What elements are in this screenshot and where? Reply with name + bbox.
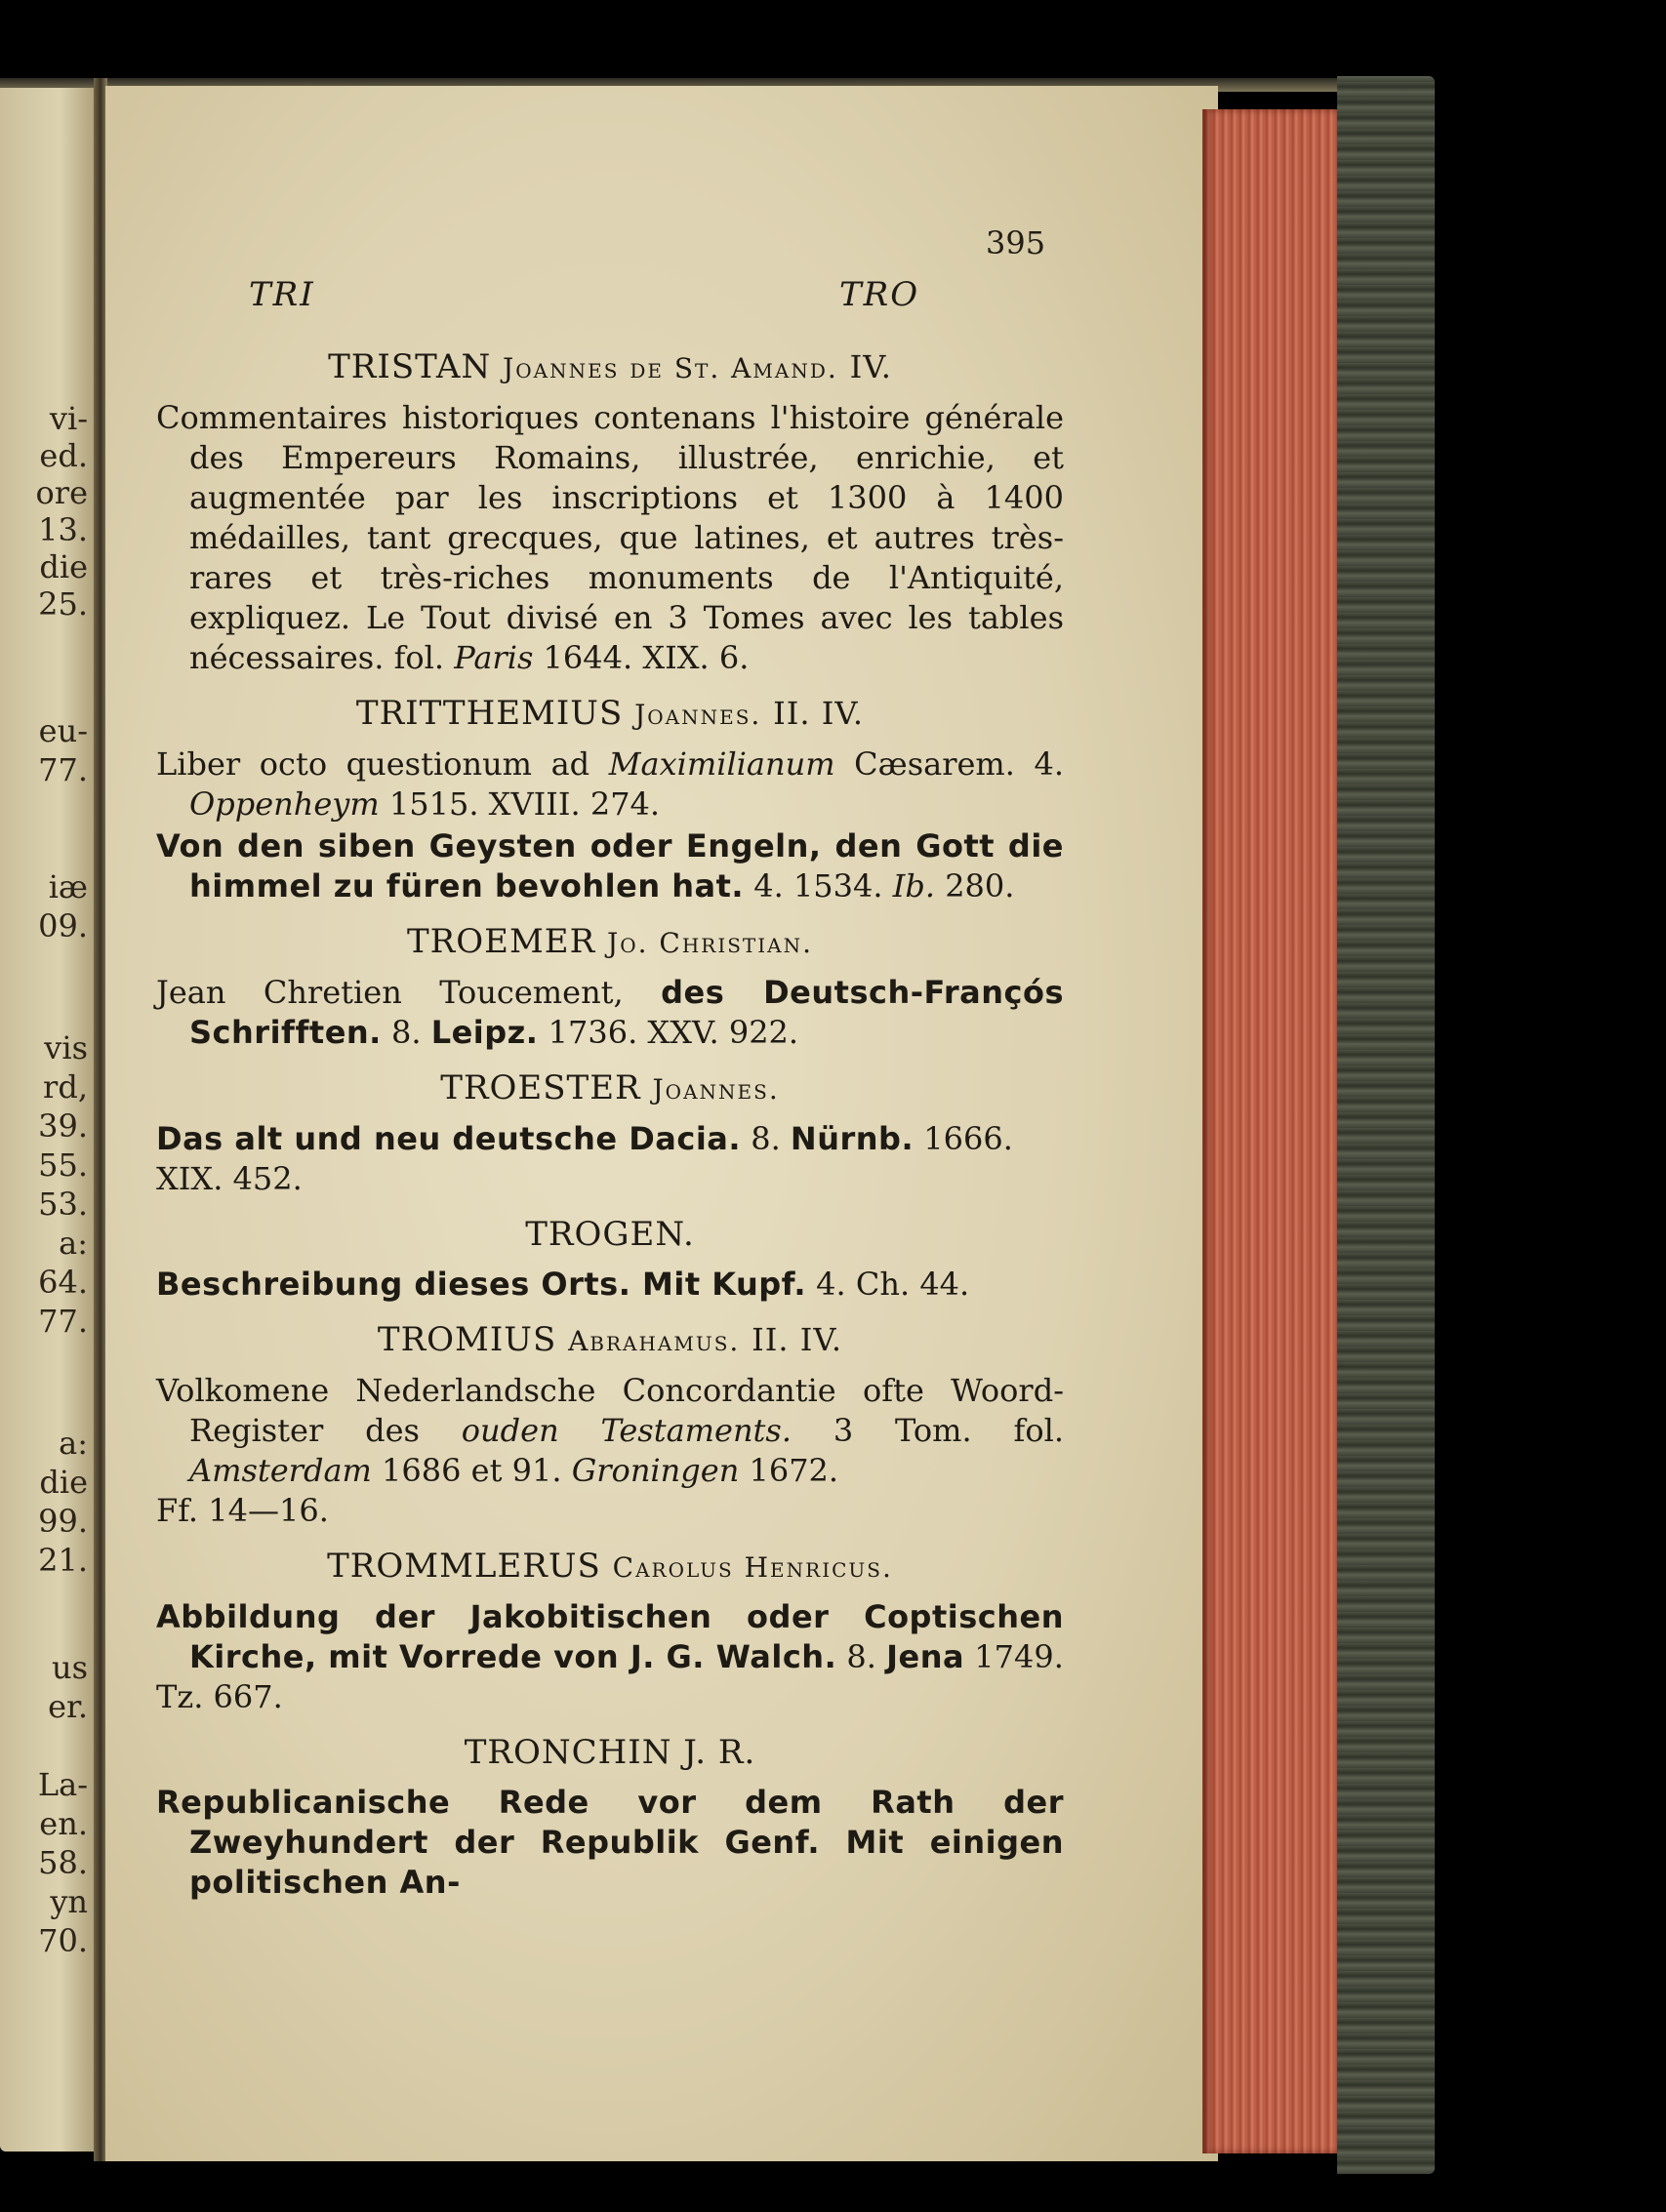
item-gothic: Von den siben Geysten oder Engeln, den Gott die himmel zu füren bevohlen hat.	[156, 827, 1064, 905]
left-fragment: 13.	[38, 511, 88, 548]
item-text: Jean Chretien Toucement,	[156, 974, 624, 1011]
entry-item	[156, 398, 1064, 678]
entry-heading	[156, 347, 1064, 388]
left-fragment: eu-	[38, 712, 88, 749]
left-fragment: 77.	[38, 751, 88, 788]
left-fragment: iæ	[48, 868, 88, 905]
entry-item	[156, 826, 1064, 906]
item-ref: Ch. 44.	[855, 1266, 970, 1303]
left-fragment: 64.	[38, 1264, 88, 1301]
item-text2: Cæsarem. 4.	[854, 745, 1065, 783]
left-fragment: rd,	[43, 1068, 88, 1106]
left-fragment: 39.	[38, 1107, 88, 1145]
left-fragment: vis	[44, 1029, 88, 1066]
left-fragment: 77.	[38, 1303, 88, 1340]
left-fragment: ore	[35, 474, 88, 511]
item-italic: Maximilianum	[608, 745, 835, 783]
entry-item	[156, 1119, 1064, 1199]
item-year: 1515.	[388, 785, 479, 823]
item-year: 1666.	[923, 1120, 1013, 1157]
left-fragment: yn	[50, 1883, 88, 1920]
left-fragment: er.	[48, 1688, 88, 1725]
left-fragment: die	[39, 1464, 88, 1501]
entry-numeral: II. IV.	[773, 695, 865, 732]
entry-name: TROEMER	[406, 922, 596, 961]
entry-name: TRISTAN	[328, 347, 492, 386]
left-fragment: vi-	[49, 400, 88, 437]
entry-item	[156, 1783, 1064, 1903]
item-year: 1736.	[548, 1014, 638, 1051]
entry-name: TROESTER	[440, 1068, 641, 1107]
item-place2: Groningen	[571, 1452, 740, 1489]
item-year: 1644.	[543, 639, 633, 676]
item-year: 1749.	[974, 1638, 1064, 1675]
entry-item	[156, 1265, 1064, 1305]
entry-given-name: Joannes de St. Amand.	[503, 352, 838, 384]
entry-heading	[156, 694, 1064, 735]
page-edges	[1202, 109, 1349, 2153]
item-ref: Ff. 14—16.	[156, 1492, 329, 1529]
entry-name: TRONCHIN J. R.	[464, 1733, 756, 1772]
entry-given-name: Jo. Christian.	[606, 927, 814, 959]
item-text2: 3 Tom. fol.	[833, 1412, 1064, 1449]
left-fragment: us	[51, 1649, 88, 1686]
entry-heading	[156, 922, 1064, 963]
item-gothic: Das alt und neu deutsche Dacia.	[156, 1120, 742, 1157]
item-gothic: Beschreibung dieses Orts. Mit Kupf.	[156, 1266, 806, 1303]
item-text: Volkomene Nederlandsche Concordantie ofte Woord-Register des	[156, 1372, 1064, 1449]
item-year: 4. 1534.	[753, 867, 883, 905]
entry-name: TRITTHEMIUS	[355, 694, 624, 733]
entry-item	[156, 1371, 1064, 1531]
left-page-fragments	[0, 88, 98, 2152]
left-fragment: La-	[37, 1766, 88, 1803]
item-year: 1686 et 91.	[382, 1452, 562, 1489]
left-fragment: a:	[59, 1225, 88, 1262]
item-ref: 280.	[945, 867, 1015, 905]
entry-name: TROMMLERUS	[327, 1547, 601, 1586]
entry-name: TROMIUS	[377, 1320, 557, 1359]
item-gothic2: Nürnb.	[790, 1120, 914, 1157]
item-text2: 8.	[391, 1014, 422, 1051]
running-head-right: TRO	[839, 275, 920, 314]
book-cover	[1337, 76, 1435, 2174]
left-fragment: 70.	[38, 1922, 88, 1959]
entry-heading	[156, 1733, 1064, 1773]
item-place: Oppenheym	[189, 785, 380, 823]
entry-item	[156, 973, 1064, 1053]
left-fragment: 25.	[38, 585, 88, 623]
left-fragment: en.	[39, 1805, 88, 1842]
item-ref: XVIII. 274.	[488, 785, 661, 823]
item-gothic: des Deutsch-Françós Schrifften.	[189, 974, 1065, 1051]
item-text2: 8.	[751, 1120, 781, 1157]
entry-given-name: Joannes.	[634, 699, 762, 731]
item-gothic: Republicanische Rede vor dem Rath der Zweyhundert der Republik Genf. Mit einigen politischen An-	[156, 1784, 1064, 1901]
entry-given-name: Joannes.	[652, 1073, 780, 1106]
item-year2: 1672.	[749, 1452, 839, 1489]
entry-heading	[156, 1215, 1064, 1255]
item-place: Ib.	[892, 867, 936, 905]
entry-name: TROGEN.	[525, 1215, 695, 1254]
left-fragment: die	[39, 548, 88, 585]
item-gothic2: Leipz.	[430, 1014, 539, 1051]
left-fragment: 99.	[38, 1503, 88, 1540]
entry-item	[156, 744, 1064, 824]
left-fragment: 21.	[38, 1542, 88, 1579]
item-italic: ouden Testaments.	[461, 1412, 792, 1449]
page-number: 395	[986, 224, 1046, 261]
item-ref: XIX. 452.	[156, 1160, 303, 1197]
item-text2: 8.	[846, 1638, 876, 1675]
running-head-left: TRI	[249, 275, 315, 314]
item-gothic: Abbildung der Jakobitischen oder Coptischen Kirche, mit Vorrede von J. G. Walch.	[156, 1598, 1064, 1675]
entry-numeral: IV.	[849, 348, 892, 385]
item-text: Liber octo questionum ad	[156, 745, 590, 783]
entry-heading	[156, 1547, 1064, 1588]
item-place: Amsterdam	[189, 1452, 372, 1489]
left-fragment: 55.	[38, 1146, 88, 1184]
item-text: Commentaires historiques contenans l'histoire générale des Empereurs Romains, illustrée, enrichie, et augmentée par les inscriptions et 1300 à 1400 médailles, tant grecques, que latines, et autres très-rares et très-riches monuments de l'Antiquité, expliquez. Le Tout divisé en 3 Tomes avec les tables nécessaires. fol.	[156, 399, 1064, 676]
item-ref: XIX. 6.	[642, 639, 750, 676]
item-ref: XXV. 922.	[647, 1014, 799, 1051]
left-fragment: 58.	[38, 1844, 88, 1881]
entry-given-name: Carolus Henricus.	[612, 1551, 893, 1584]
item-text2: 4.	[816, 1266, 846, 1303]
entry-given-name: Abrahamus.	[568, 1325, 741, 1357]
left-fragment: ed.	[39, 437, 88, 474]
entry-item	[156, 1597, 1064, 1717]
entry-heading	[156, 1068, 1064, 1109]
entries-list	[156, 342, 1064, 1918]
item-gothic2: Jena	[886, 1638, 965, 1675]
entry-heading	[156, 1320, 1064, 1361]
left-fragment: a:	[59, 1425, 88, 1462]
entry-numeral: II. IV.	[752, 1321, 843, 1358]
left-fragment: 53.	[38, 1186, 88, 1223]
item-ref: Tz. 667.	[156, 1678, 283, 1715]
left-page-edge	[0, 88, 100, 2152]
item-place: Paris	[454, 639, 534, 676]
left-fragment: 09.	[38, 907, 88, 945]
